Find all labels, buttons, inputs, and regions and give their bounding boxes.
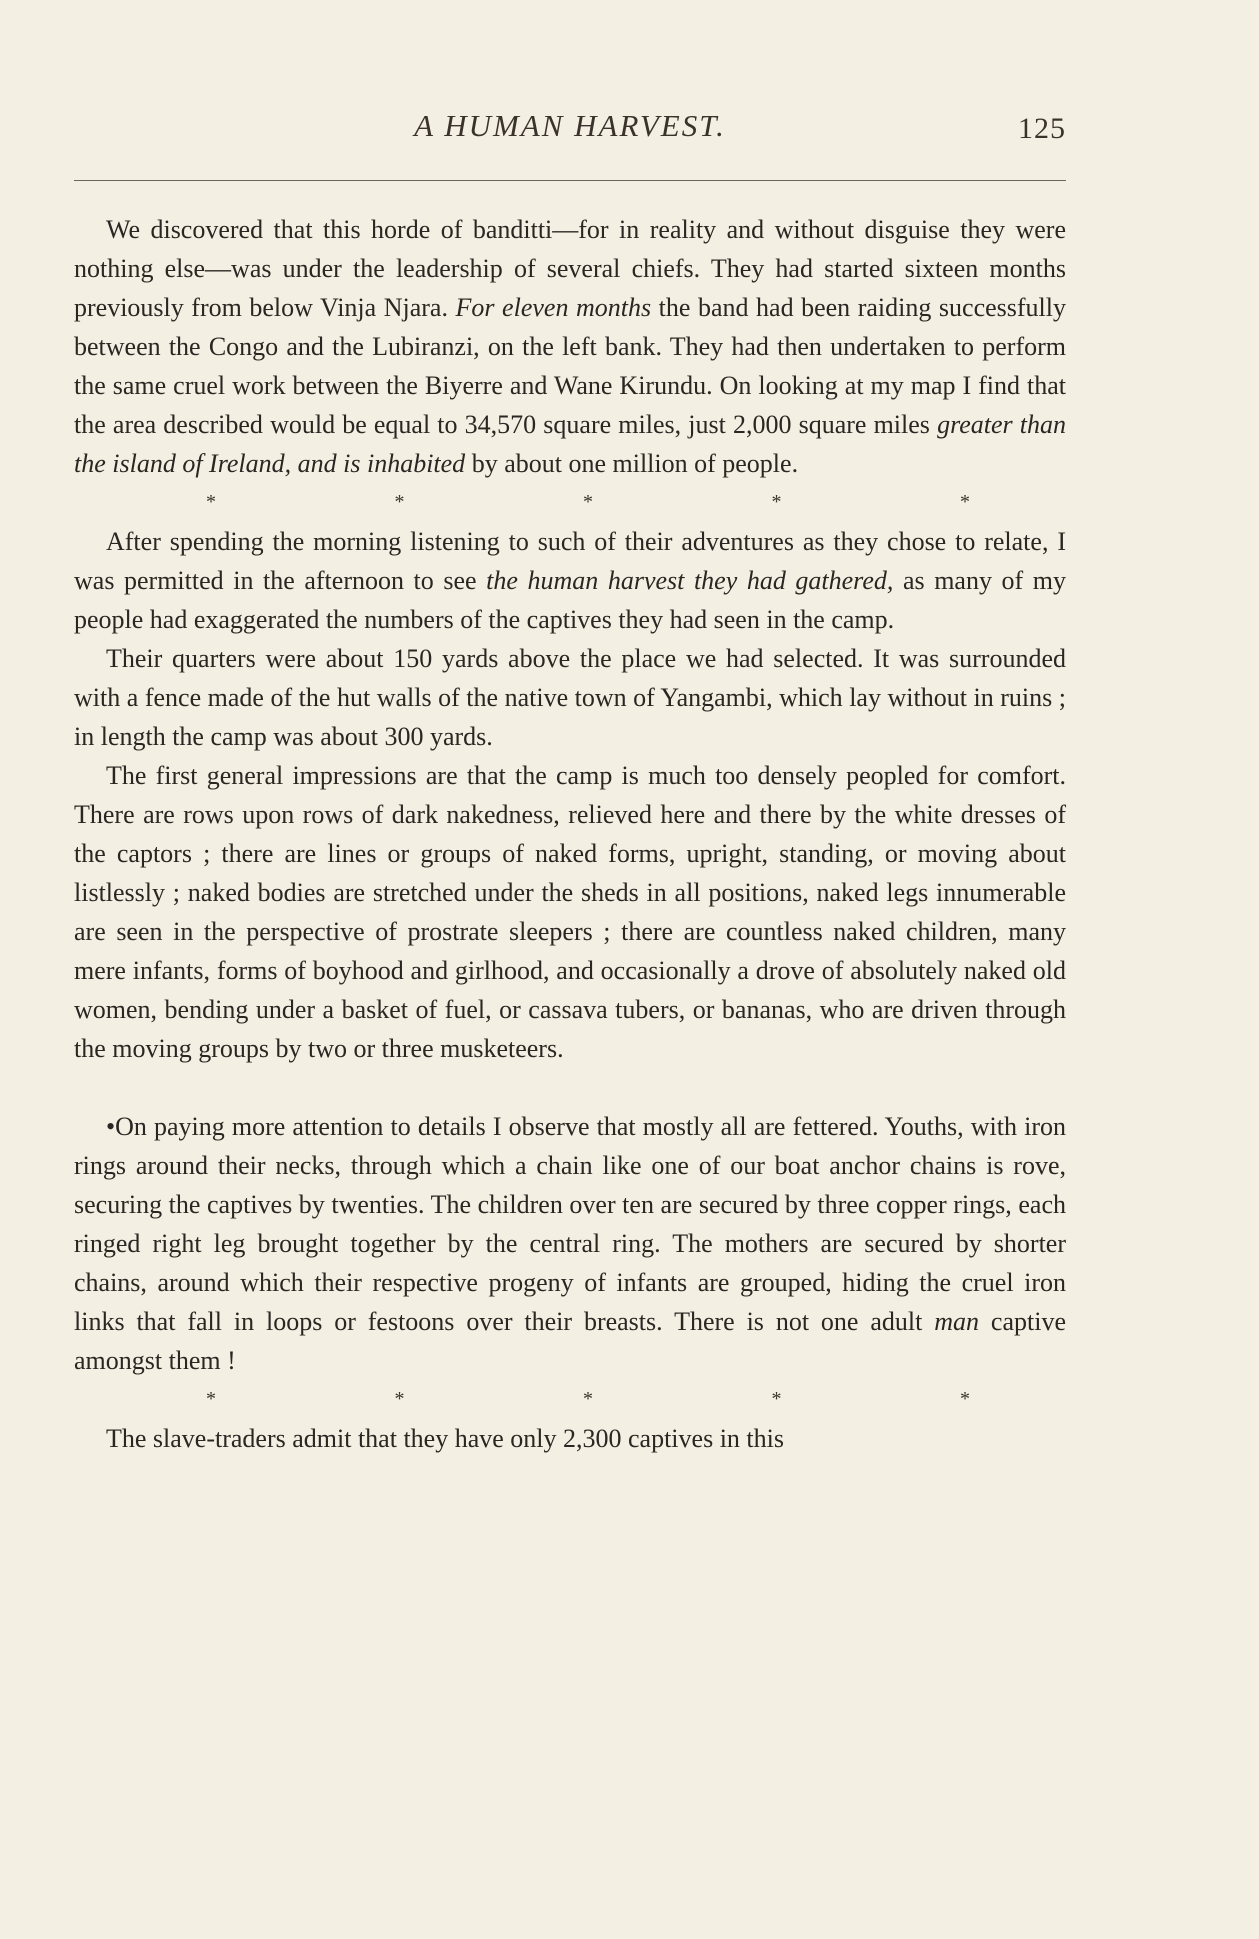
separator-star: * xyxy=(394,1388,405,1410)
paragraph-text: as many of my people had exaggerated the numbers of the captives they had seen in the camp. xyxy=(74,566,1066,634)
paragraph-fettered xyxy=(74,1107,1066,1380)
paragraph-text: the band had been raiding successfully between the Congo and the Lubiranzi, on the left bank. They had then undertaken to perform the same cruel work between the Biyerre and Wane Kirundu. On looking at my map I find that the area described would be equal to 34,570 square miles, just 2,000 square miles xyxy=(74,293,1066,439)
paragraph-first-impressions: The first general impressions are that the camp is much too densely peopled for comfort. There are rows upon rows of dark nakedness, relieved here and there by the white dresses of the captors ; there are lines or groups of naked forms, upright, standing, or moving about listlessly ; naked bodies are stretched under the sheds in all positions, naked legs innumerable are seen in the perspective of prostrate sleepers ; there are countless naked children, many mere infants, forms of boyhood and girlhood, and occasionally a drove of absolutely naked old women, bending under a basket of fuel, or cassava tubers, or bananas, who are driven through the moving groups by two or three musketeers. xyxy=(74,761,1066,1063)
paragraph-horde xyxy=(74,210,1066,483)
body-text xyxy=(74,210,1066,1458)
separator-star: * xyxy=(771,1388,782,1410)
separator-star: * xyxy=(394,491,405,513)
separator-star: * xyxy=(206,491,216,513)
italic-phrase: the human harvest they had gathered, xyxy=(486,566,894,595)
header-rule xyxy=(74,180,1066,181)
paragraph-text: captive amongst them ! xyxy=(74,1307,1066,1375)
paragraph-text: by about one million of people. xyxy=(465,449,799,478)
italic-phrase: man xyxy=(934,1307,980,1336)
section-separator xyxy=(74,483,1066,522)
paragraph-human-harvest xyxy=(74,522,1066,639)
section-separator xyxy=(74,1380,1066,1419)
running-head xyxy=(74,108,1066,156)
italic-phrase: For eleven months xyxy=(455,293,652,322)
separator-star: * xyxy=(960,1388,970,1410)
page-number: 125 xyxy=(1018,112,1066,145)
separator-star: * xyxy=(771,491,782,513)
paragraph-slave-traders: The slave-traders admit that they have only 2,300 captives in this xyxy=(106,1424,784,1453)
paragraph-quarters: Their quarters were about 150 yards above the place we had selected. It was surrounded with a fence made of the hut walls of the native town of Yangambi, which lay without in ruins ; in length the camp was about 300 yards. xyxy=(74,644,1066,751)
separator-star: * xyxy=(206,1388,216,1410)
paragraph-text: After spending the morning listening to such of their adventures as they chose to relate, I was permitted in the afternoon to see xyxy=(74,527,1066,595)
running-title: A HUMAN HARVEST. xyxy=(414,108,726,143)
italic-phrase: greater than the island of Ireland, and is inhabited xyxy=(74,410,1066,478)
separator-star: * xyxy=(960,491,970,513)
separator-star: * xyxy=(583,491,593,513)
paragraph-text: We discovered that this horde of banditti—for in reality and without disguise they were nothing else—was under the leadership of several chiefs. They had started sixteen months previously from below Vinja Njara. xyxy=(74,215,1066,322)
separator-star: * xyxy=(583,1388,593,1410)
paragraph-text: •On paying more attention to details I observe that mostly all are fettered. Youths, with iron rings around their necks, through which a chain like one of our boat anchor chains is rove, securing the captives by twenties. The children over ten are secured by three copper rings, each ringed right leg brought together by the central ring. The mothers are secured by shorter chains, around which their respective progeny of infants are grouped, hiding the cruel iron links that fall in loops or festoons over their breasts. There is not one adult xyxy=(74,1112,1066,1336)
